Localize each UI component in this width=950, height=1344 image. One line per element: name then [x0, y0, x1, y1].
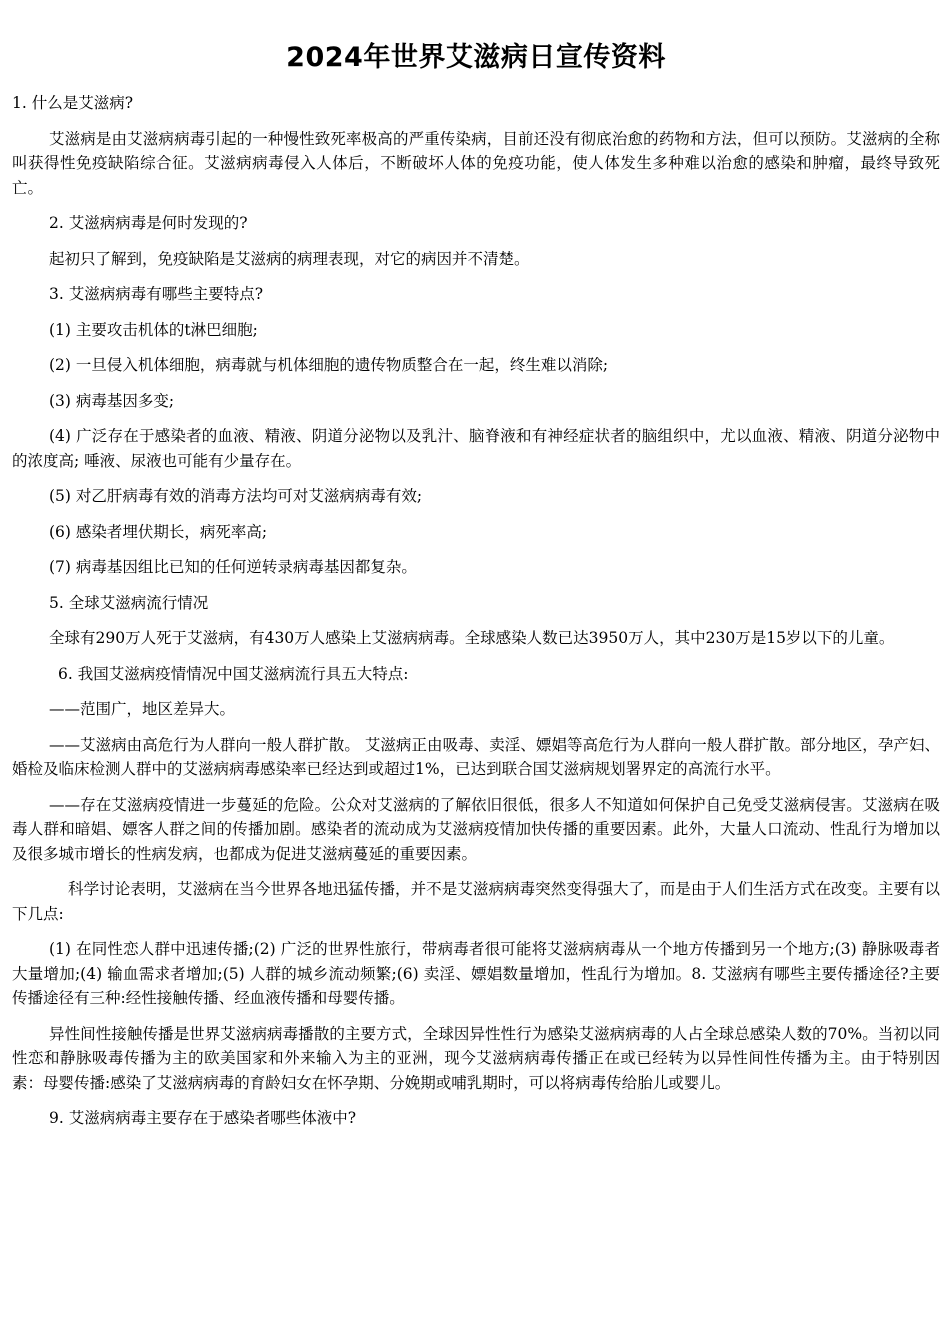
section-heading-1: 1. 什么是艾滋病?: [12, 94, 134, 112]
paragraph: 起初只了解到，免疫缺陷是艾滋病的病理表现，对它的病因并不清楚。: [49, 249, 530, 268]
list-item: (1) 主要攻击机体的t淋巴细胞;: [49, 320, 258, 339]
section-heading-3: 3. 艾滋病病毒有哪些主要特点?: [49, 285, 264, 303]
paragraph: ——艾滋病由高危行为人群向一般人群扩散。 艾滋病正由吸毒、卖淫、嫖娼等高危行为人群向一般人群扩散。部分地区，孕产妇、婚检及临床检测人群中的艾滋病病毒感染率已经达到或超过1%，已达到联合国艾滋病规划署界定的高流行水平。: [12, 735, 940, 778]
section-heading-5: 5. 全球艾滋病流行情况: [49, 593, 209, 612]
paragraph: ——范围广，地区差异大。: [49, 700, 236, 718]
paragraph: 全球有290万人死于艾滋病，有430万人感染上艾滋病病毒。全球感染人数已达3950万人，其中230万是15岁以下的儿童。: [49, 629, 895, 647]
paragraph: ——存在艾滋病疫情进一步蔓延的危险。公众对艾滋病的了解依旧很低，很多人不知道如何保护自己免受艾滋病侵害。艾滋病在吸毒人群和暗娼、嫖客人群之间的传播加剧。感染者的流动成为艾滋病疫情加快传播的重要因素。此外，大量人口流动、性乱行为增加以及很多城市增长的性病发病，也都成为促进艾滋病蔓延的重要因素。: [12, 795, 940, 863]
list-item: (6) 感染者埋伏期长，病死率高;: [49, 522, 268, 541]
section-heading-6: 6. 我国艾滋病疫情情况中国艾滋病流行具五大特点:: [58, 664, 409, 683]
paragraph: 艾滋病是由艾滋病病毒引起的一种慢性致死率极高的严重传染病，目前还没有彻底治愈的药物和方法，但可以预防。艾滋病的全称叫获得性免疫缺陷综合征。艾滋病病毒侵入人体后，不断破坏人体的免疫功能，使人体发生多种难以治愈的感染和肿瘤，最终导致死亡。: [12, 129, 940, 197]
paragraph: 异性间性接触传播是世界艾滋病病毒播散的主要方式，全球因异性性行为感染艾滋病病毒的人占全球总感染人数的70%。当初以同性恋和静脉吸毒传播为主的欧美国家和外来输入为主的亚洲，现今艾滋病病毒传播正在或已经转为以异性间性传播为主。由于特别因素：母婴传播:感染了艾滋病病毒的育龄妇女在怀孕期、分娩期或哺乳期时，可以将病毒传给胎儿或婴儿。: [12, 1024, 940, 1092]
document-title: 2024年世界艾滋病日宣传资料: [286, 42, 666, 73]
list-item: (4) 广泛存在于感染者的血液、精液、阴道分泌物以及乳汁、脑脊液和有神经症状者的脑组织中，尤以血液、精液、阴道分泌物中的浓度高; 唾液、尿液也可能有少量存在。: [12, 427, 940, 470]
list-item: (7) 病毒基因组比已知的任何逆转录病毒基因都复杂。: [49, 558, 417, 576]
paragraph: (1) 在同性恋人群中迅速传播;(2) 广泛的世界性旅行，带病毒者很可能将艾滋病病毒从一个地方传播到另一个地方;(3) 静脉吸毒者大量增加;(4) 输血需求者增加;(5) 人群的城乡流动频繁;(6) 卖淫、嫖娼数量增加，性乱行为增加。8. 艾滋病有哪些主要传播途径?主要传播途径有三种:经性接触传播、经血液传播和母婴传播。: [12, 940, 940, 1007]
section-heading-9: 9. 艾滋病病毒主要存在于感染者哪些体液中?: [49, 1109, 357, 1127]
section-heading-2: 2. 艾滋病病毒是何时发现的?: [49, 214, 248, 232]
list-item: (5) 对乙肝病毒有效的消毒方法均可对艾滋病病毒有效;: [49, 487, 423, 505]
list-item: (3) 病毒基因多变;: [49, 391, 175, 410]
list-item: (2) 一旦侵入机体细胞，病毒就与机体细胞的遗传物质整合在一起，终生难以消除;: [49, 356, 609, 374]
paragraph: 科学讨论表明，艾滋病在当今世界各地迅猛传播，并不是艾滋病病毒突然变得强大了，而是由于人们生活方式在改变。主要有以下几点:: [12, 880, 940, 923]
